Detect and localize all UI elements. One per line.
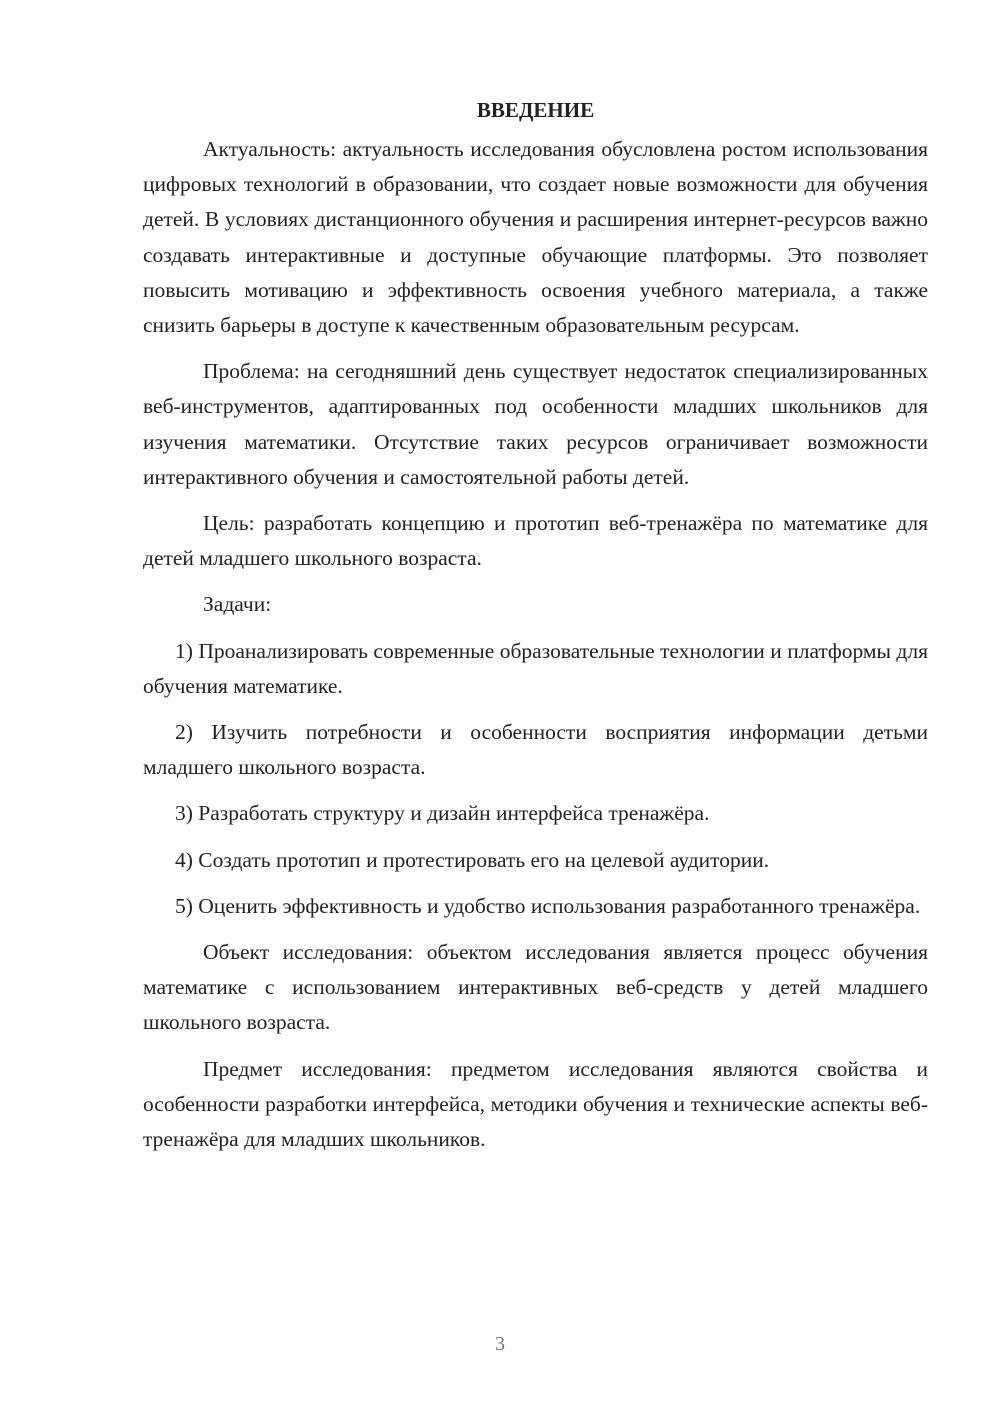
document-page [143,92,928,1168]
task-item: 3) Разработать структуру и дизайн интерфейса тренажёра. [175,801,710,826]
page-number: 3 [495,1333,505,1355]
task-item: 4) Создать прототип и протестировать его на целевой аудитории. [175,847,770,872]
relevance-paragraph: Актуальность: актуальность исследования обусловлена ростом использования цифровых технологий в образовании, что создает новые возможности для обучения детей. В условиях дистанционного обучения и расширения интернет-ресурсов важно создавать интерактивные и доступные обучающие платформы. Это позволяет повысить мотивацию и эффективность освоения учебного материала, а также снизить барьеры в доступе к качественным образовательным ресурсам. [143,137,928,338]
task-item: 5) Оценить эффективность и удобство использования разработанного тренажёра. [175,893,921,918]
task-item: 1) Проанализировать современные образовательные технологии и платформы для обучения математике. [143,638,928,698]
object-paragraph: Объект исследования: объектом исследования является процесс обучения математике с использованием интерактивных веб-средств у детей младшего школьного возраста. [143,940,928,1035]
task-item: 2) Изучить потребности и особенности восприятия информации детьми младшего школьного возраста. [143,720,928,780]
problem-paragraph: Проблема: на сегодняшний день существует недостаток специализированных веб-инструментов, адаптированных под особенности младших школьников для изучения математики. Отсутствие таких ресурсов ограничивает возможности интерактивного обучения и самостоятельной работы детей. [143,359,928,489]
section-heading: ВВЕДЕНИЕ [476,98,595,122]
goal-paragraph: Цель: разработать концепцию и прототип веб-тренажёра по математике для детей младшего школьного возраста. [143,511,928,571]
tasks-label: Задачи: [203,592,272,617]
subject-paragraph: Предмет исследования: предметом исследования являются свойства и особенности разработки интерфейса, методики обучения и технические аспекты веб-тренажёра для младших школьников. [143,1056,928,1152]
